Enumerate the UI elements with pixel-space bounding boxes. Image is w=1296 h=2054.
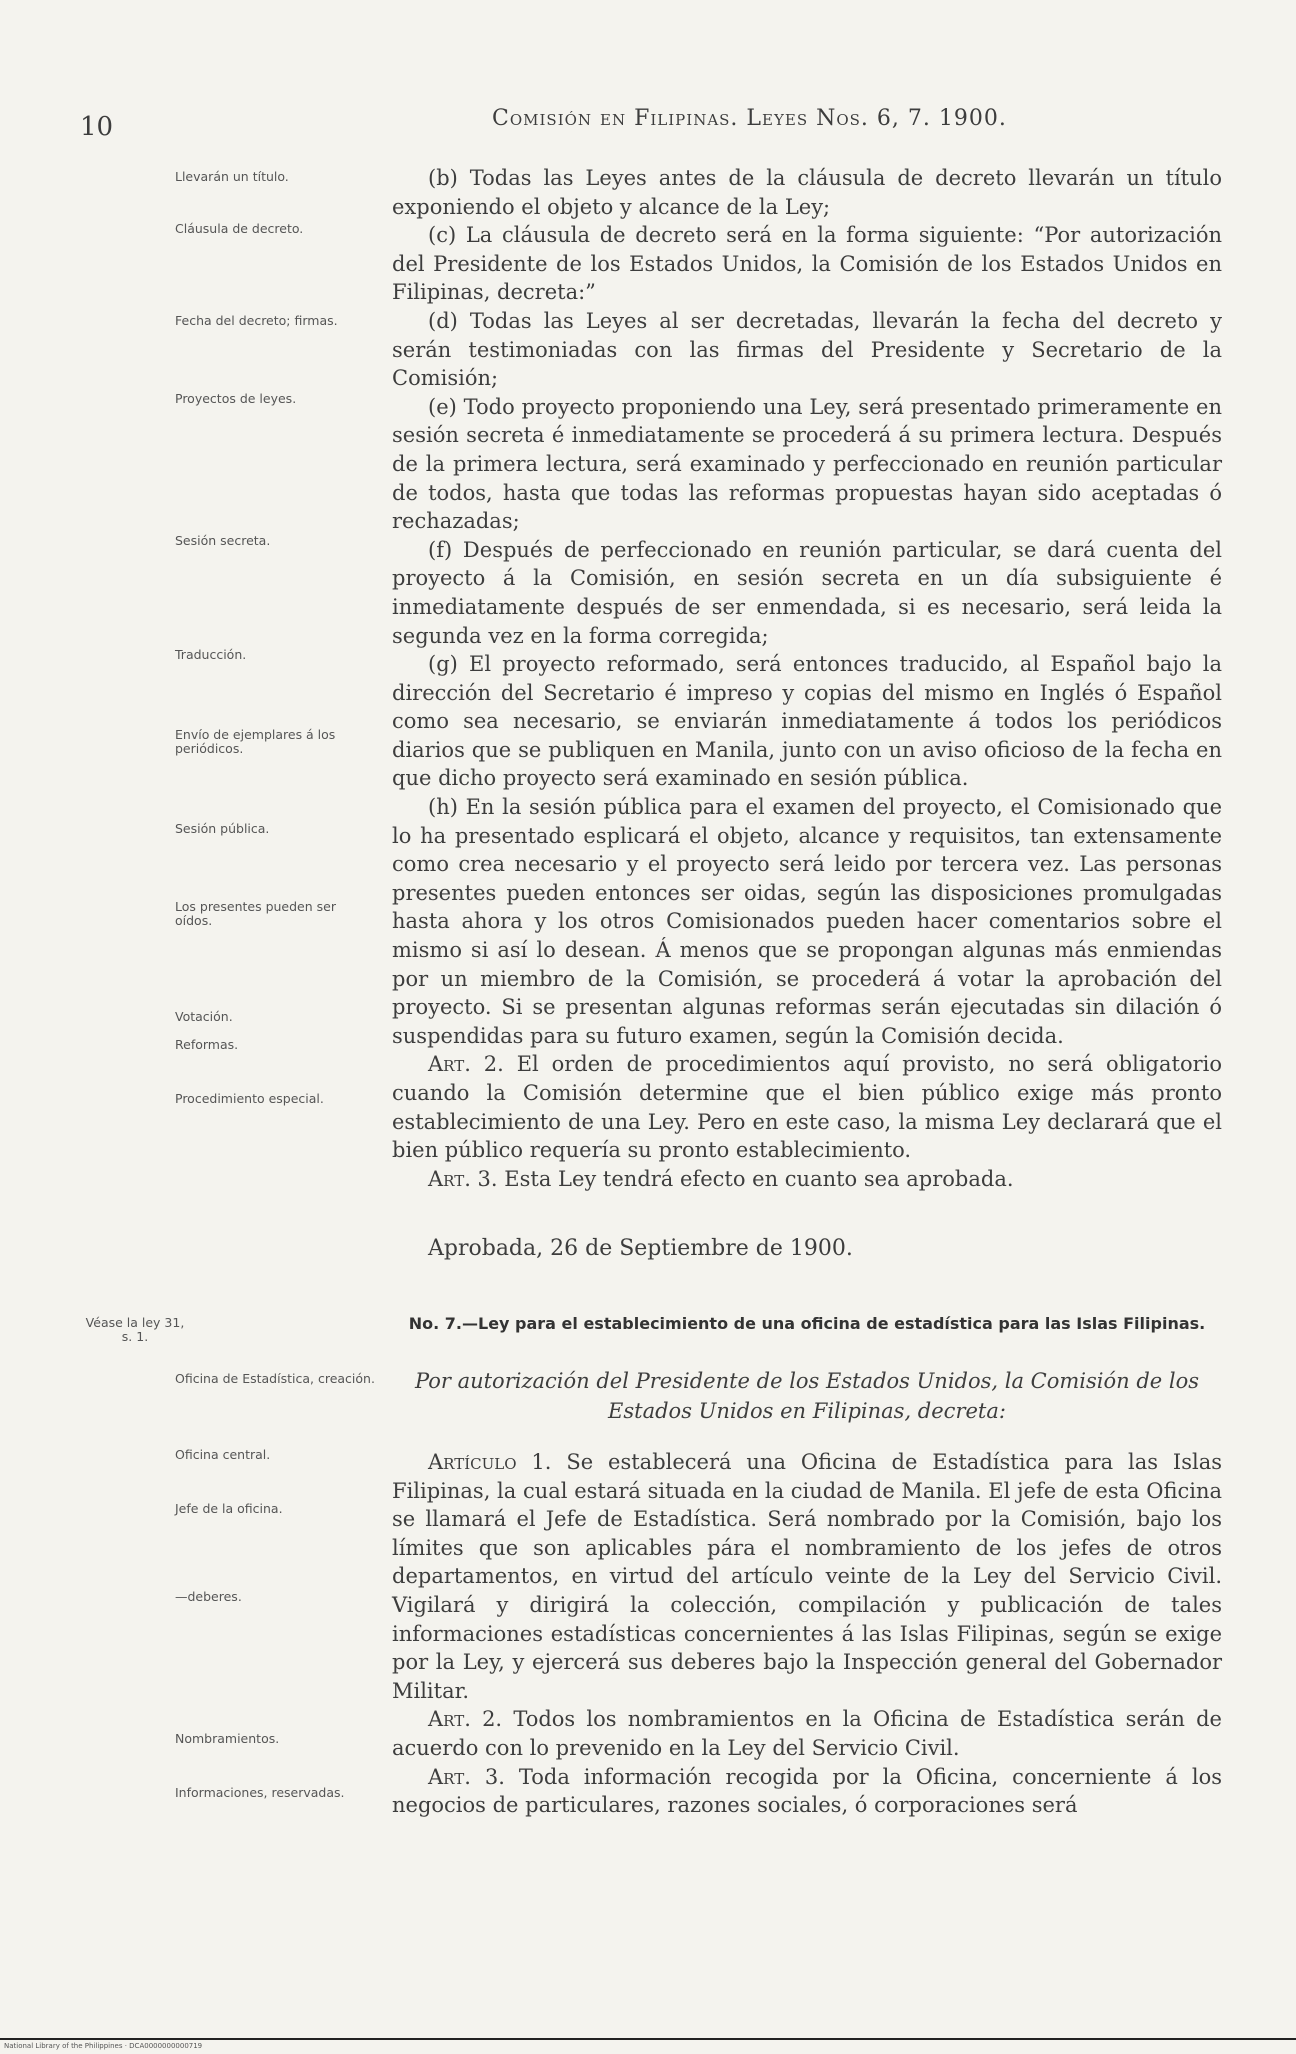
running-head: Comisión en Filipinas. Leyes Nos. 6, 7. 1900. [492, 106, 1007, 131]
sidenote-deberes: —deberes. [175, 1589, 242, 1604]
sidenote-fecha: Fecha del decreto; firmas. [175, 313, 338, 328]
sidenote-vease: Véase la ley 31, s. 1. [85, 1315, 185, 1344]
sidenote-traduccion: Traducción. [175, 647, 247, 662]
law6-para-e: (e) Todo proyecto proponiendo una Ley, será presentado primeramente en sesión secreta é inmediatamente se procederá á su primera lectura. Después de la primera lectura, será examinado y perfeccionado en reunión particular de todos, hasta que todas las reformas propuestas hayan sido aceptadas ó rechazadas; [392, 394, 1222, 534]
sidenote-procedimiento: Procedimiento especial. [175, 1091, 324, 1106]
sidenote-clausula: Cláusula de decreto. [175, 221, 304, 236]
sidenote-informaciones: Informaciones, reservadas. [175, 1785, 345, 1800]
sidenote-presentes: Los presentes pueden ser oídos. [175, 899, 336, 928]
sidenote-sesion-publica: Sesión pública. [175, 821, 270, 836]
sidenote-oficina-central: Oficina central. [175, 1447, 271, 1462]
sidenote-sesion-secreta: Sesión secreta. [175, 533, 271, 548]
law7-art1-label: Artículo 1. [428, 1450, 552, 1474]
law7-art2-label: Art. 2. [428, 1707, 503, 1732]
law6-para-b: (b) Todas las Leyes antes de la cláusula de decreto llevarán un título exponiendo el objeto y alcance de la Ley; [392, 166, 1222, 219]
law6-para-f: (f) Después de perfeccionado en reunión particular, se dará cuenta del proyecto á la Comisión, en sesión secreta en un día subsiguiente é inmediatamente después de ser enmendada, si es necesario, será leida la segunda vez en la forma corregida; [392, 537, 1222, 648]
law6-art2 [392, 1050, 1222, 1164]
law7-art3-text: Toda información recogida por la Oficina, concerniente á los negocios de particulares, razones sociales, ó corporaciones será [392, 1764, 1222, 1818]
footer-credit: National Library of the Philippines · DCA0000000000719 [4, 2042, 203, 2050]
law7-art1-text: Se establecerá una Oficina de Estadística para las Islas Filipinas, la cual estará situada en la ciudad de Manila. El jefe de esta Oficina se llamará el Jefe de Estadística. Será nombrado por la Comisión, bajo los límites que son aplicables pára el nombramiento de los jefes de otros departamentos, en virtud del artículo veinte de la Ley del Servicio Civil. Vigilará y dirigirá la colección, compilación y publicación de tales informaciones estadísticas concernientes á las Islas Filipinas, según se exige por la Ley, y ejercerá sus deberes bajo la Inspección general del Gobernador Militar. [392, 1450, 1222, 1703]
law6-art3 [392, 1165, 1222, 1194]
law6-para-h: (h) En la sesión pública para el examen del proyecto, el Comisionado que lo ha presentado esplicará el objeto, alcance y requisitos, tan extensamente como crea necesario y el proyecto será leido por tercera vez. Las personas presentes pueden entonces ser oidas, según las disposiciones promulgadas hasta ahora y los otros Comisionados pueden hacer comentarios sobre el mismo si así lo desean. Á menos que se propongan algunas más enmiendas por un miembro de la Comisión, se procederá á votar la aprobación del proyecto. Si se presentan algunas reformas serán ejecutadas sin dilación ó suspendidas para su futuro examen, según la Comisión decida. [392, 795, 1222, 1048]
page-number: 10 [80, 112, 114, 142]
law6-body [392, 164, 1222, 1193]
law6-art3-text: Esta Ley tendrá efecto en cuanto sea aprobada. [504, 1166, 1014, 1191]
law6-para-c: (c) La cláusula de decreto será en la forma siguiente: “Por autorización del Presidente de los Estados Unidos, la Comisión de los Estados Unidos en Filipinas, decreta:” [392, 223, 1222, 305]
sidenote-proyectos: Proyectos de leyes. [175, 391, 297, 406]
law7-enacting-clause: Por autorización del Presidente de los Estados Unidos, la Comisión de los Estados Unidos en Filipinas, decreta: [414, 1369, 1200, 1423]
law7-art3-label: Art. 3. [428, 1764, 505, 1789]
law7-art2-text: Todos los nombramientos en la Oficina de Estadística serán de acuerdo con lo prevenido en la Ley del Servicio Civil. [392, 1707, 1222, 1760]
sidenote-jefe: Jefe de la oficina. [175, 1501, 283, 1516]
sidenote-reformas: Reformas. [175, 1037, 239, 1052]
sidenote-oficina-creacion: Oficina de Estadística, creación. [175, 1371, 375, 1386]
law7-title: No. 7.—Ley para el establecimiento de una oficina de estadística para las Islas Filipinas. [408, 1314, 1206, 1333]
law7-art1 [392, 1448, 1222, 1705]
sidenote-titulo: Llevarán un título. [175, 169, 289, 184]
law7-art3 [392, 1763, 1222, 1820]
sidenote-votacion: Votación. [175, 1009, 233, 1024]
scan-bottom-border [0, 2038, 1296, 2040]
sidenote-nombramientos: Nombramientos. [175, 1731, 280, 1746]
law6-art2-text: El orden de procedimientos aquí provisto, no será obligatorio cuando la Comisión determine que el bien público exige más pronto establecimiento de una Ley. Pero en este caso, la misma Ley declarará que el bien público requería su pronto establecimiento. [392, 1052, 1222, 1163]
law7-body [392, 1448, 1222, 1820]
law6-approved: Aprobada, 26 de Septiembre de 1900. [428, 1236, 853, 1261]
law6-art2-label: Art. 2. [428, 1052, 504, 1077]
law7-art2 [392, 1705, 1222, 1762]
law6-para-g: (g) El proyecto reformado, será entonces traducido, al Español bajo la dirección del Secretario é impreso y copias del mismo en Inglés ó Español como sea necesario, se enviarán inmediatamente á todos los periódicos diarios que se publiquen en Manila, junto con un aviso oficioso de la fecha en que dicho proyecto será examinado en sesión pública. [392, 652, 1222, 791]
law6-para-d: (d) Todas las Leyes al ser decretadas, llevarán la fecha del decreto y serán testimoniadas con las firmas del Presidente y Secretario de la Comisión; [392, 308, 1222, 391]
sidenote-envio: Envío de ejemplares á los periódicos. [175, 727, 336, 756]
law6-art3-label: Art. 3. [428, 1166, 498, 1191]
